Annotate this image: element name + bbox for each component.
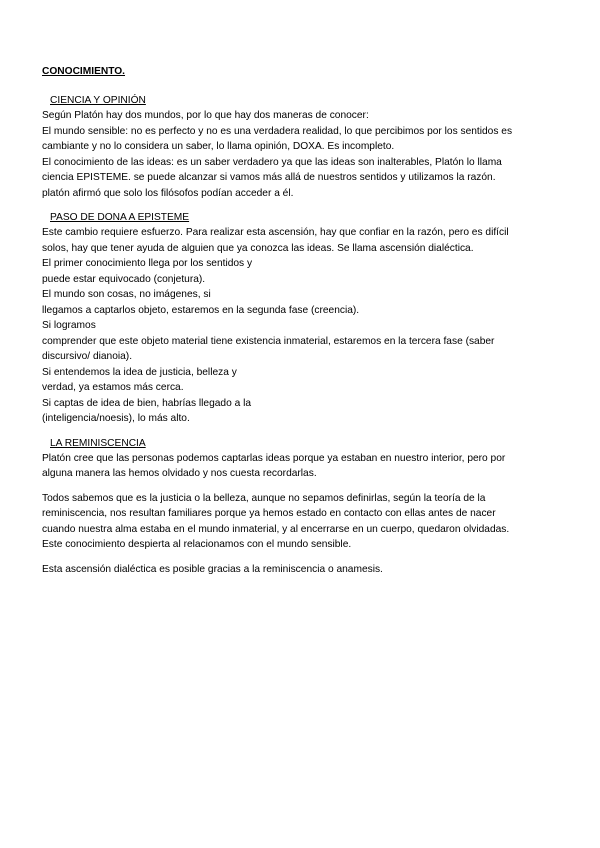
text-line: puede estar equivocado (conjetura).: [42, 273, 206, 285]
text-line: comprender que este objeto material tiene existencia inmaterial, estaremos en la tercera fase (saber: [42, 335, 495, 347]
text-line: El primer conocimiento llega por los sentidos y: [42, 258, 253, 269]
text-line: Este cambio requiere esfuerzo. Para realizar esta ascensión, hay que confiar en la razón, pero es difícil: [42, 227, 509, 238]
text-line: discursivo/ dianoia).: [42, 351, 133, 362]
text-line: (inteligencia/noesis), lo más alto.: [42, 413, 190, 424]
section-heading: PASO DE DONA A EPISTEME: [50, 212, 190, 223]
section-la-reminiscencia: [42, 436, 562, 578]
text-line: cambiante y no lo considera un saber, lo llama opinión, DOXA. Es incompleto.: [42, 141, 395, 152]
text-line: Si logramos: [42, 320, 96, 331]
text-line: reminiscencia, nos resultan familiares porque ya hemos estado en contacto con ellas antes de nacer: [42, 508, 496, 519]
text-line: cuando nuestra alma estaba en el mundo inmaterial, y al encerrarse en un cuerpo, quedaron olvidadas.: [42, 523, 510, 535]
text-line: Si entendemos la idea de justicia, belleza y: [42, 366, 237, 378]
text-line: El conocimiento de las ideas: es un saber verdadero ya que las ideas son inalterables, Platón lo llama: [42, 156, 502, 168]
text-line: verdad, ya estamos más cerca.: [42, 382, 184, 393]
text-line: Platón cree que las personas podemos captarlas ideas porque ya estaban en nuestro interior, pero por: [42, 452, 506, 464]
paragraph: [42, 491, 562, 553]
text-line: El mundo son cosas, no imágenes, si: [42, 289, 211, 300]
text-line: Todos sabemos que es la justicia o la belleza, aunque no sepamos definirlas, según la teoría de la: [42, 492, 486, 504]
text-line: platón afirmó que solo los filósofos podían acceder a él.: [42, 187, 294, 199]
section-ciencia-y-opinion: [42, 93, 562, 201]
document-title: CONOCIMIENTO.: [42, 66, 126, 77]
text-line: Según Platón hay dos mundos, por lo que hay dos maneras de conocer:: [42, 110, 369, 121]
section-heading: CIENCIA Y OPINIÓN: [50, 95, 146, 106]
text-line: Si captas de idea de bien, habrías llegado a la: [42, 397, 251, 409]
text-line: Esta ascensión dialéctica es posible gracias a la reminiscencia o anamesis.: [42, 563, 383, 575]
text-line: El mundo sensible: no es perfecto y no es una verdadera realidad, lo que percibimos por los sentidos es: [42, 125, 513, 137]
section-heading: LA REMINISCENCIA: [50, 437, 146, 449]
section-paso-de-dona-a-episteme: [42, 210, 562, 427]
paragraph: [42, 562, 562, 578]
text-line: Este conocimiento despierta al relacionamos con el mundo sensible.: [42, 539, 352, 550]
document-page: [42, 64, 562, 577]
text-line: ciencia EPISTEME. se puede alcanzar si vamos más allá de nuestros sentidos y utilizamos la razón.: [42, 172, 496, 183]
text-line: solos, hay que tener ayuda de alguien que ya conozca las ideas. Se llama ascensión dialéctica.: [42, 242, 474, 254]
text-line: llegamos a captarlos objeto, estaremos en la segunda fase (creencia).: [42, 304, 360, 316]
paragraph: [42, 451, 562, 482]
text-line: alguna manera las hemos olvidado y nos cuesta recordarlas.: [42, 468, 317, 479]
